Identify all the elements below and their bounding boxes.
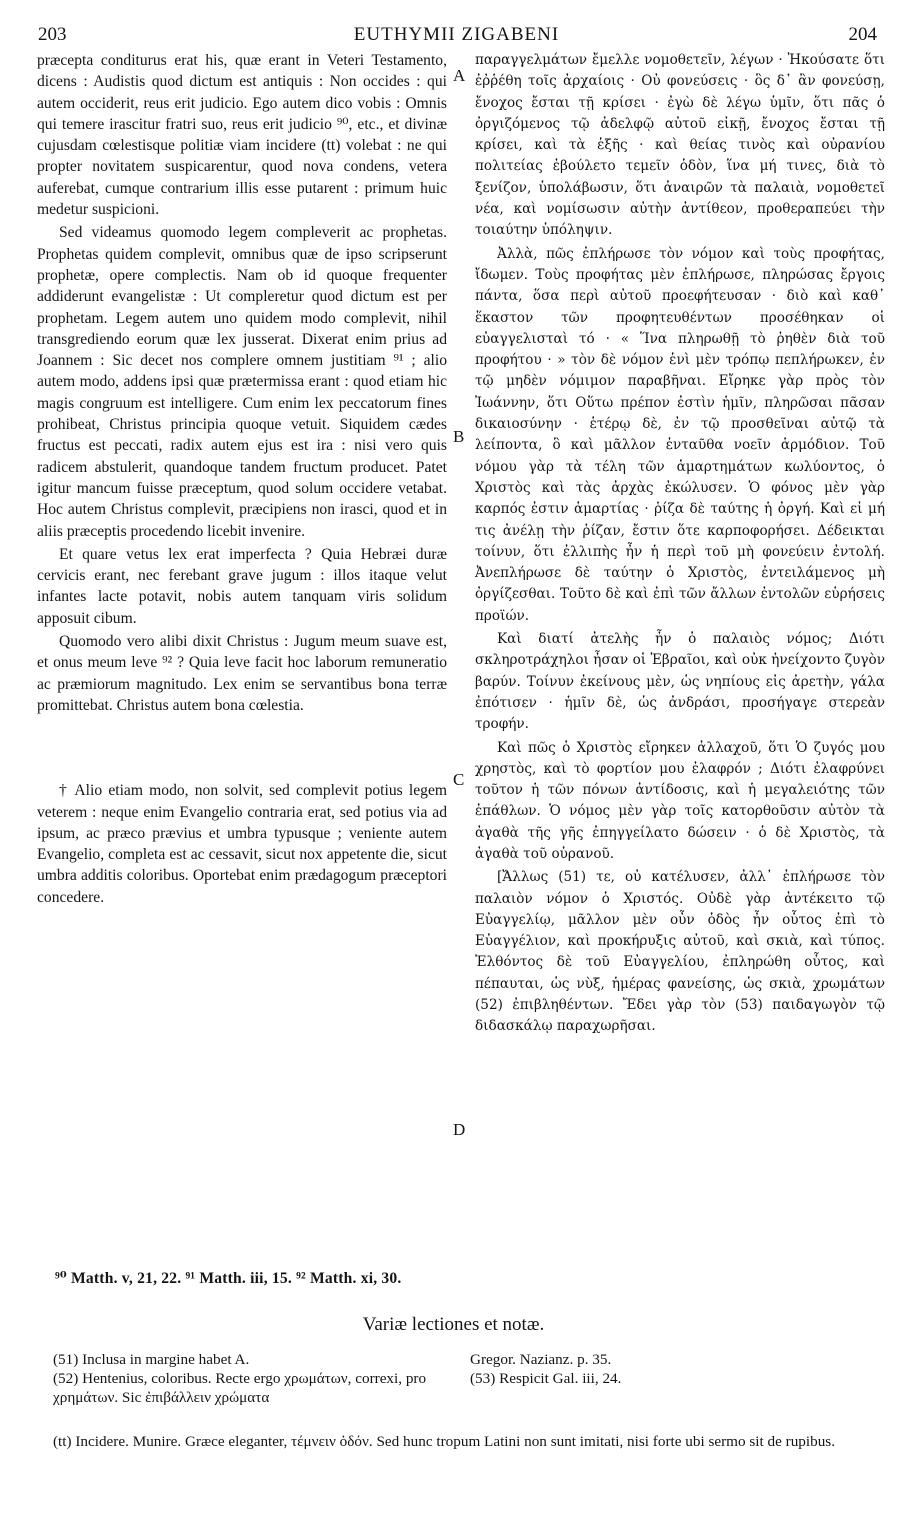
latin-paragraph: Sed videamus quomodo legem compleverit ac prophetas. Prophetas quidem complevit, omnibus quæ de ipso scripserunt prophetæ, opere complectis. Nam ob id quoque frequenter addiderunt evangelistæ : Ut compleretur quod dictum est per prophetam. Legem autem uno quidem modo complevit, nihil transgrediendo eorum quæ lex jusserat. Dixerat enim prius ad Joannem : Sic decet nos complere omnem justitiam ⁹¹ ; alio autem modo, addens ipsi quæ prætermissa erant : quod etiam hic magis congruum est intelligere. Cum enim lex peccatorum fines prohibeat, Christus principia quoque vetuit. Siquidem cædes fructus est peccati, radix autem ejus est ira : nisi vero quis radicem abstulerit, quandoque tandem fructum producet. Patet igitur mancum fuisse præceptum, quod solum occidere vetabat. Hoc autem Christus complevit, præcipiens non irasci, quod et in aliis præceptis procedendo licebit invenire. [37,224,447,540]
latin-paragraph: præcepta conditurus erat his, quæ erant in Veteri Testamento, dicens : Audistis quod dictum est antiquis : Non occides : qui autem occiderit, reus erit judicio. Ego autem dico vobis : Omnis qui temere irascitur fratri suo, reus erit judicio ⁹⁰, etc., et divinæ cujusdam cœlestisque politiæ viam incidere (tt) volebat : ne qui propter novitatem suspicarentur, quod nova condens, vetera auferebat, cumque contrarium illis esse putarent : primum huic medetur suspicioni. [37,52,447,219]
margin-letter: D [453,1120,466,1139]
latin-column [37,50,447,908]
note-tt: (tt) Incidere. Munire. Græce eleganter, τέμνειν ὁδόν. Sed hunc tropum Latini non sunt imitati, nisi forte ubi sermo sit de rupibus. [53,1433,836,1450]
greek-paragraph: Ἀλλὰ, πῶς ἐπλήρωσε τὸν νόμον καὶ τοὺς προφήτας, ἴδωμεν. Τοὺς προφήτας μὲν ἐπλήρωσε, πληρώσας ἔργοις πάντα, ὅσα περὶ αὐτοῦ προεφήτευσαν · διὸ καὶ καθ᾽ ἕκαστον τῶν προφητευθέντων προσέθηκαν οἱ εὐαγγελισταὶ τό · « Ἵνα πληρωθῇ τὸ ῥηθὲν διὰ τοῦ προφήτου · » τὸν δὲ νόμον ἑνὶ μὲν τρόπῳ πεπλήρωκεν, ἐν τῷ μηδὲν νόμιμον παραβῆναι. Εἴρηκε γὰρ πρὸς τὸν Ἰωάννην, ὅτι Οὕτω πρέπον ἐστὶν ἡμῖν, πληρῶσαι πᾶσαν δικαιοσύνην · ἑτέρῳ δὲ, ἐν τῷ προσθεῖναι αὐτῷ τὰ λείποντα, ὃ καὶ μᾶλλον ἐνταῦθα νοεῖν ἁρμόδιον. Τοῦ νόμου γὰρ τὰ τέλη τῶν ἁμαρτημάτων κωλύοντος, ὁ Χριστὸς καὶ τὰς ἀρχὰς ἐκώλυσεν. Ὁ φόνος μὲν γὰρ καρπός ἐστιν ἁμαρτίας · ῥίζα δὲ ταύτης ἡ ὀργή. Καὶ εἰ μή τις ἀνέλῃ τὴν ῥίζαν, ἔστιν ὅτε καρποφορήσει. Δέδεικται τοίνυν, ὅτι ἐλλιπὴς ἦν ἡ περὶ τοῦ μὴ φονεύειν ἐντολή. Ἀνεπλήρωσε δὲ ταύτην ὁ Χριστὸς, ἐντειλάμενος μὴ ὀργίζεσθαι. Τοῦτο δὲ καὶ ἐπὶ τῶν ἄλλων ἐντολῶν εὑρήσεις προϊών. [475,245,885,624]
running-title: EUTHYMII ZIGABENI [353,24,560,45]
footnotes: ⁹⁰ Matth. v, 21, 22. ⁹¹ Matth. iii, 15. ⁹² Matth. xi, 30. [55,1270,402,1287]
margin-letter: B [453,427,465,446]
note-53: (53) Respicit Gal. iii, 24. [470,1370,622,1387]
greek-paragraph: Καὶ πῶς ὁ Χριστὸς εἴρηκεν ἀλλαχοῦ, ὅτι Ὁ ζυγός μου χρηστὸς, καὶ τὸ φορτίον μου ἐλαφρόν ; Διότι ἐλαφρύνει τοῦτον ἡ τῶν πόνων ἀντίδοσις, καὶ ἡ μεγαλειότης τῶν ἐπάθλων. Ὁ νόμος μὲν γὰρ τοῖς κατορθοῦσιν αὐτὸν τὰ ἀγαθὰ τῆς γῆς ἐπηγγείλατο δώσειν · ὁ δὲ Χριστὸς, τὰ ἀγαθὰ τοῦ οὐρανοῦ. [475,739,885,862]
page-header [28,24,885,50]
margin-letter: C [453,770,465,789]
notes-right [470,1350,850,1388]
page-number-right: 204 [848,24,877,45]
margin-letter: A [453,66,466,85]
variae-heading: Variæ lectiones et notæ. [362,1314,545,1335]
greek-column [475,50,885,1038]
latin-paragraph: Quomodo vero alibi dixit Christus : Jugum meum suave est, et onus meum leve ⁹² ? Quia leve facit hoc laborum remuneratio ac præmiorum magnitudo. Lex enim se servantibus bona terræ promittebat. Christus autem bona cœlestia. [37,633,447,714]
greek-paragraph: Καὶ διατί ἀτελὴς ἦν ὁ παλαιὸς νόμος; Διότι σκληροτράχηλοι ἦσαν οἱ Ἑβραῖοι, καὶ οὐκ ἠνείχοντο ζυγὸν βαρύν. Τοίνυν ἐκείνους μὲν, ὡς νηπίους εἰς ἀρετὴν, γάλα ἐπότισεν · ἡμῖν δὲ, ὡς ἀνδράσι, προσήγαγε στερεὰν τροφήν. [475,631,885,733]
note-51: (51) Inclusa in margine habet A. [53,1351,250,1368]
greek-paragraph: [Ἄλλως (51) τε, οὐ κατέλυσεν, ἀλλ᾽ ἐπλήρωσε τὸν παλαιὸν νόμον ὁ Χριστός. Οὐδὲ γὰρ ἀντέκειτο τῷ Εὐαγγελίῳ, μᾶλλον μὲν οὖν ὁδὸς ἦν οὗτος ἐπὶ τὸ Εὐαγγέλιον, καὶ προκήρυξις αὐτοῦ, καὶ σκιὰ, καὶ τύπος. Ἐλθόντος δὲ τοῦ Εὐαγγελίου, ἐπληρώθη οὗτος, καὶ πέπαυται, ὡς νὺξ, ἡμέρας φανείσης, ὡς σκιὰ, χρωμάτων (52) ἐπιβληθέντων. Ἔδει γὰρ τὸν (53) παιδαγωγὸν τῷ διδασκάλῳ παραχωρῆσαι. [475,869,885,1035]
note-52: (52) Hentenius, coloribus. Recte ergo χρωμάτων, correxi, pro χρημάτων. Sic ἐπιβάλλειν χρώματα [53,1370,427,1406]
note-52-continued: Gregor. Nazianz. p. 35. [470,1351,612,1368]
page-number-left: 203 [38,24,67,45]
latin-paragraph: † Alio etiam modo, non solvit, sed complevit potius legem veterem : neque enim Evangelio contraria erat, sed potius via ad ipsum, ac præco prævius et umbra typusque ; veniente autem Evangelio, completa est ac cessavit, sicut nox appetente die, sicut umbra additis coloribus. Oportebat enim prædagogum præceptori concedere. [37,782,447,906]
notes-left [53,1350,463,1407]
latin-paragraph: Et quare vetus lex erat imperfecta ? Quia Hebræi duræ cervicis erant, nec ferebant grave jugum : illos itaque velut infantes lacte potavit, nobis autem tanquam viris solidum apposuit cibum. [37,545,447,627]
greek-paragraph: παραγγελμάτων ἔμελλε νομοθετεῖν, λέγων · Ἠκούσατε ὅτι ἐῤῥέθη τοῖς ἀρχαίοις · Οὐ φονεύσεις · ὃς δ᾽ ἂν φονεύσῃ, ἔνοχος ἔσται τῇ κρίσει · ἐγὼ δὲ λέγω ὑμῖν, ὅτι πᾶς ὁ ὀργιζόμενος τῷ ἀδελφῷ αὐτοῦ εἰκῇ, ἔνοχος ἔσται τῇ κρίσει, καὶ τὰ ἑξῆς · καὶ θείας τινὸς καὶ οὐρανίου πολιτείας ἐβούλετο τεμεῖν ὁδὸν, ἵνα μή τινες, διὰ τὸ ξενίζον, ὑπολάβωσιν, ὅτι ἀναιρῶν τὰ παλαιὰ, νομοθετεῖ νέα, καὶ νομίσωσιν αὐτὴν ἀντίθεον, προθεραπεύει τὴν τοιαύτην ὑπόληψιν. [475,52,885,239]
